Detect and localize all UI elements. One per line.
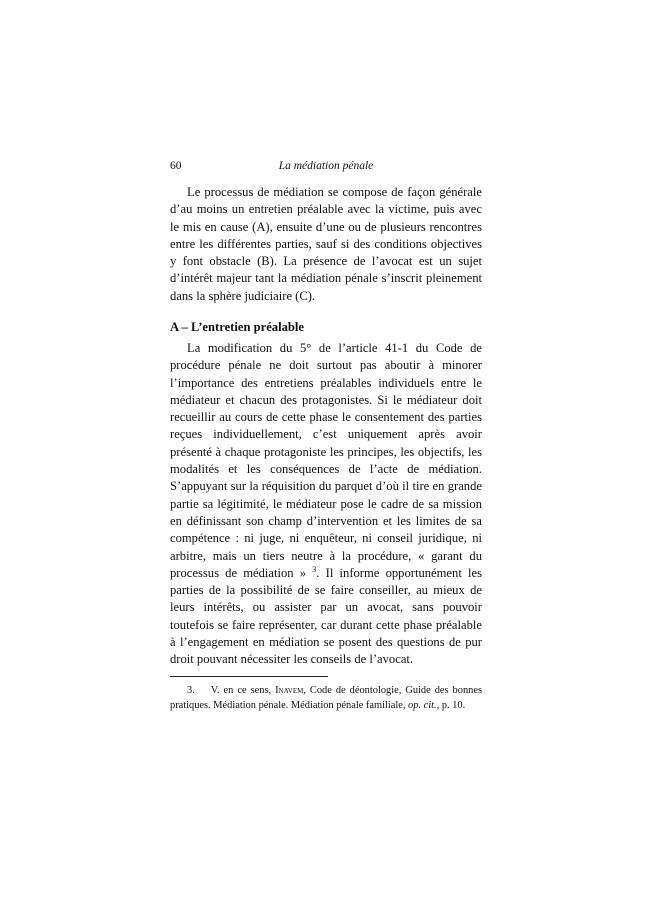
paragraph-text-before-note: La modification du 5° de l’article 41-1 du Code de procédure pénale ne doit surtout pas aboutir à minorer l’importance des entretiens préalables individuels entre le médiateur et chacun des protagonistes. Si le médiateur doit recueillir au cours de cette phase le consentement des parties reçues individuellement, c’est uniquement après avoir présenté à chaque protagoniste les principes, les objectifs, les modalités et les conséquences de l’acte de médiation. S’appuyant sur la réquisition du parquet d’où il tire en grande partie sa légitimité, le médiateur pose le cadre de sa mission en définissant son champ d’intervention et les limites de sa compétence : ni juge, ni enquêteur, ni conseil juridique, ni arbitre, mais un tiers neutre à la procédure, « garant du processus de médiation »: [170, 341, 482, 580]
running-title: La médiation pénale: [278, 160, 374, 172]
intro-section: [170, 184, 482, 305]
footnote-number: 3.: [187, 685, 195, 696]
footnote-citation: op. cit.: [408, 699, 437, 711]
page-header: [170, 160, 482, 176]
footnote-org: Inavem: [275, 685, 304, 696]
footnote-line: [170, 684, 482, 713]
footnote-text-1: V. en ce sens,: [210, 685, 276, 696]
section-paragraph: [170, 340, 482, 669]
page-number: 60: [170, 160, 182, 172]
footnote-separator: [170, 676, 328, 677]
section-body: [170, 340, 482, 669]
paragraph-text-after-note: . Il informe opportunément les parties de la possibilité de se faire conseiller, au mieux de leurs intérêts, ou assister par un avocat, sans pouvoir toutefois se faire représenter, car durant cette phase préalable à l’engagement en médiation se posent des questions de pur droit pouvant nécessiter les conseils de l’avocat.: [170, 565, 482, 667]
footnote-text-2: , Code de déontologie, Guide des bonnes pratiques. Médiation pénale. Médiation pénale familiale,: [170, 685, 482, 711]
section-heading: A – L’entretien préalable: [170, 320, 304, 334]
footnote: [170, 684, 482, 713]
intro-paragraph: Le processus de médiation se compose de façon générale d’au moins un entretien préalable avec la victime, puis avec le mis en cause (A), ensuite d’une ou de plusieurs rencontres entre les différentes parties, sauf si des conditions objectives y font obstacle (B). La présence de l’avocat est un sujet d’intérêt majeur tant la médiation pénale s’inscrit pleinement dans la sphère judiciaire (C).: [170, 185, 482, 303]
footnote-text-3: , p. 10.: [436, 699, 466, 711]
footnote-reference[interactable]: 3: [312, 564, 317, 574]
